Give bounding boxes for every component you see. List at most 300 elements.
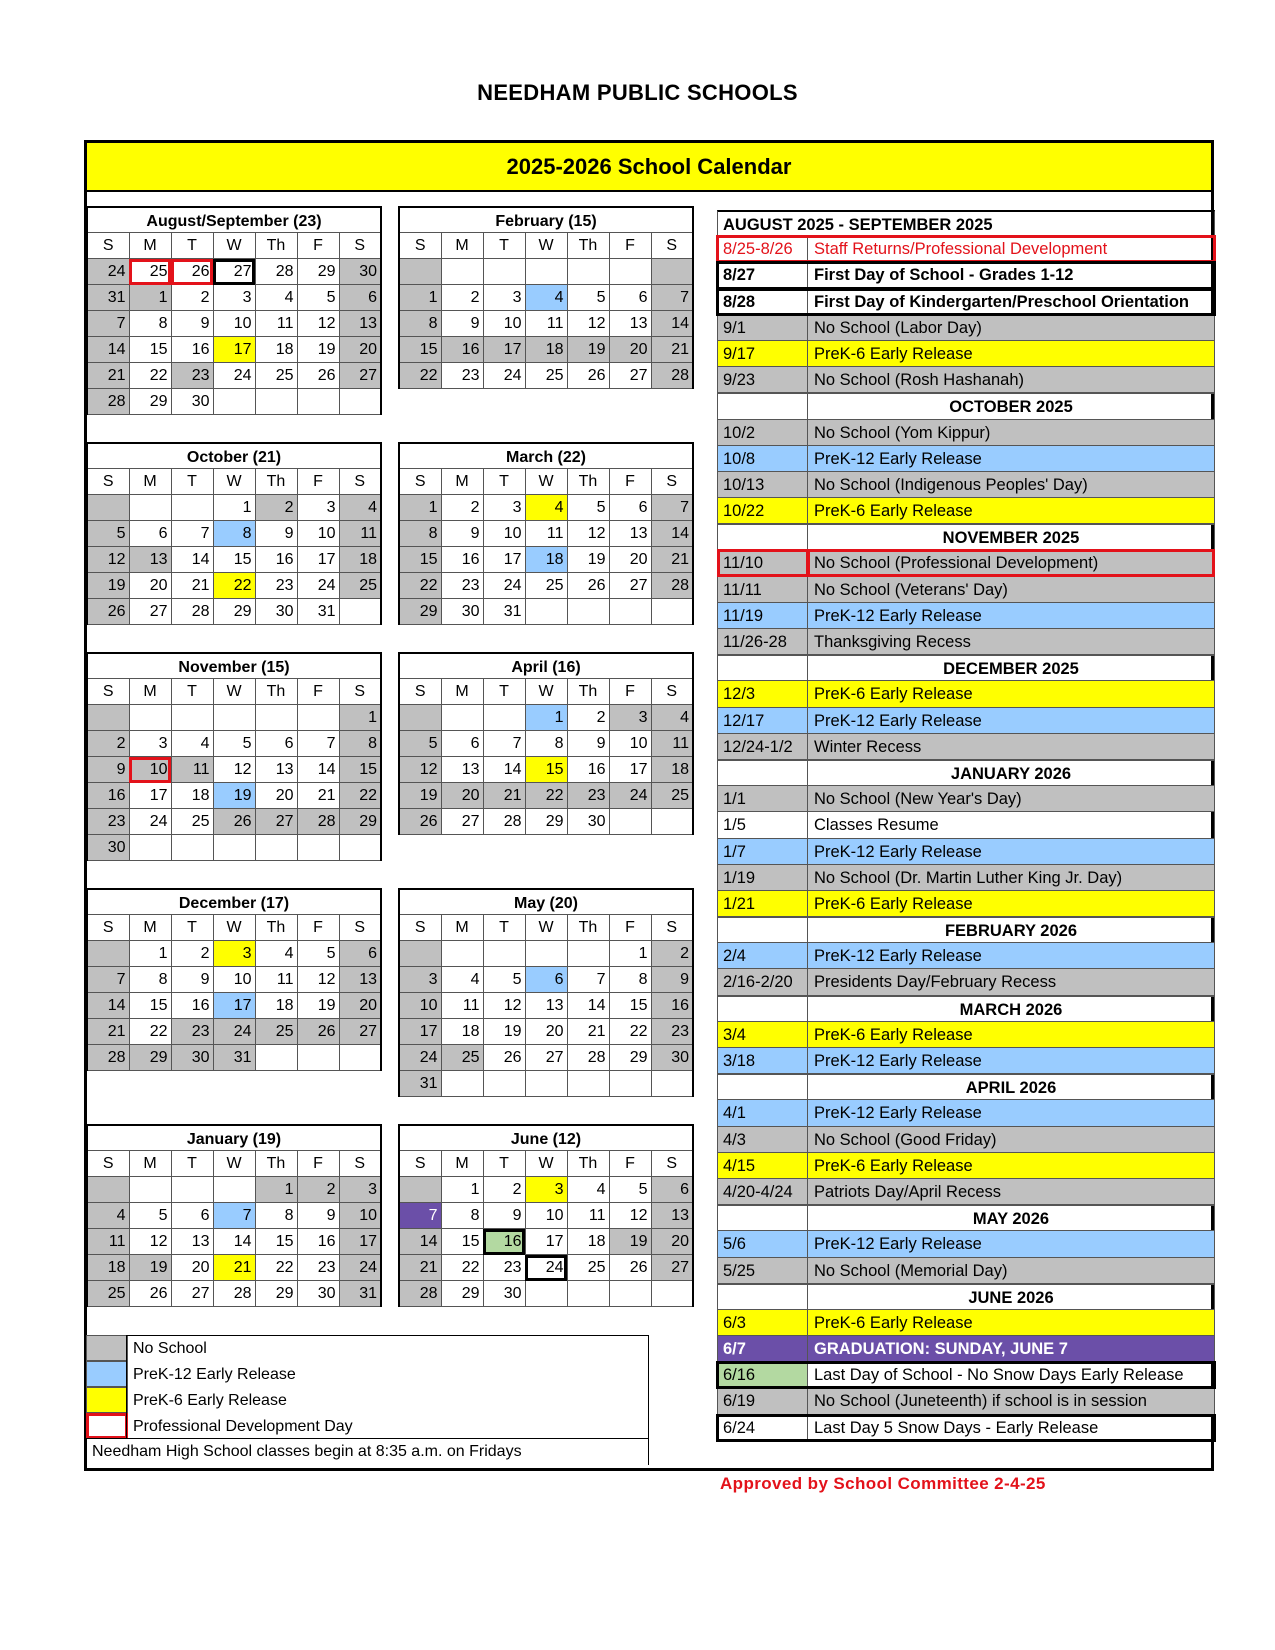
day-cell: 14 [87, 337, 129, 363]
event-text: No School (Labor Day) [814, 318, 982, 337]
event-text: Last Day 5 Snow Days - Early Release [814, 1418, 1099, 1437]
day-cell: 3 [483, 495, 525, 521]
weekday-header: T [483, 1151, 525, 1177]
day-cell: 25 [255, 363, 297, 389]
day-cell: 2 [171, 941, 213, 967]
weekday-header: W [213, 233, 255, 259]
day-cell: 8 [441, 1203, 483, 1229]
day-cell: 12 [567, 311, 609, 337]
month-title: March (22) [398, 442, 694, 468]
event-date [718, 918, 808, 942]
legend-label: No School [133, 1340, 207, 1357]
event-row [717, 550, 1215, 576]
day-cell: 23 [255, 573, 297, 599]
day-cell: 6 [651, 1177, 693, 1203]
event-date: 2/16-2/20 [718, 969, 808, 994]
week-row [87, 1019, 381, 1045]
event-text: Presidents Day/February Recess [814, 973, 1057, 992]
event-date: 6/16 [718, 1362, 808, 1387]
day-cell: 24 [525, 1255, 567, 1281]
event-date: 6/24 [718, 1415, 808, 1440]
day-cell: 11 [255, 311, 297, 337]
weekday-header: F [297, 233, 339, 259]
day-cell: 10 [399, 993, 441, 1019]
day-cell: 22 [609, 1019, 651, 1045]
day-cell: 1 [525, 705, 567, 731]
weekday-header: S [339, 1151, 381, 1177]
event-row [717, 786, 1215, 812]
empty-cell [609, 1071, 651, 1097]
event-row [717, 367, 1215, 393]
event-row [717, 629, 1215, 655]
day-cell: 21 [651, 337, 693, 363]
empty-cell [651, 599, 693, 625]
empty-cell [567, 599, 609, 625]
month-title: February (15) [398, 206, 694, 232]
day-cell: 25 [171, 809, 213, 835]
empty-cell [129, 705, 171, 731]
empty-cell [609, 1281, 651, 1307]
day-cell: 3 [213, 285, 255, 311]
event-date: 8/27 [718, 262, 808, 287]
event-row [717, 341, 1215, 367]
event-text: PreK-6 Early Release [814, 894, 973, 913]
event-row [717, 891, 1215, 917]
weekday-header: T [483, 915, 525, 941]
event-row [717, 420, 1215, 446]
day-cell: 26 [483, 1045, 525, 1071]
weekday-header: W [525, 915, 567, 941]
day-cell: 26 [297, 1019, 339, 1045]
day-cell: 22 [129, 363, 171, 389]
day-cell: 6 [129, 521, 171, 547]
day-cell: 17 [609, 757, 651, 783]
day-cell: 4 [525, 285, 567, 311]
day-cell: 27 [255, 809, 297, 835]
day-cell: 24 [297, 573, 339, 599]
weekday-header: S [651, 1151, 693, 1177]
event-row [717, 236, 1215, 262]
day-cell: 22 [213, 573, 255, 599]
event-section-header [717, 917, 1215, 943]
weekday-header: M [441, 1151, 483, 1177]
approval-note: Approved by School Committee 2-4-25 [720, 1474, 1046, 1493]
weekday-header: F [609, 679, 651, 705]
day-cell: 29 [213, 599, 255, 625]
day-cell: 11 [339, 521, 381, 547]
day-cell: 18 [171, 783, 213, 809]
empty-cell [567, 1281, 609, 1307]
day-cell: 2 [567, 705, 609, 731]
day-cell: 9 [171, 311, 213, 337]
day-cell: 25 [441, 1045, 483, 1071]
empty-cell [651, 809, 693, 835]
event-date: 8/25-8/26 [718, 236, 808, 261]
day-cell: 11 [525, 521, 567, 547]
weekday-header: W [525, 469, 567, 495]
event-date [718, 761, 808, 785]
day-cell: 16 [567, 757, 609, 783]
event-row [717, 1362, 1215, 1388]
month-calendar [86, 1124, 382, 1307]
event-text: PreK-12 Early Release [814, 606, 982, 625]
day-cell: 23 [441, 363, 483, 389]
week-row [87, 311, 381, 337]
day-cell: 9 [255, 521, 297, 547]
day-cell: 13 [255, 757, 297, 783]
event-row [717, 969, 1215, 995]
day-cell: 11 [441, 993, 483, 1019]
weekday-header: F [609, 1151, 651, 1177]
day-cell: 28 [87, 1045, 129, 1071]
day-cell: 16 [483, 1229, 525, 1255]
event-section-header [717, 760, 1215, 786]
event-row [717, 577, 1215, 603]
week-row [399, 311, 693, 337]
day-cell: 22 [399, 573, 441, 599]
day-cell: 20 [339, 337, 381, 363]
week-row [87, 1229, 381, 1255]
day-cell: 4 [171, 731, 213, 757]
day-cell: 13 [441, 757, 483, 783]
month-calendar [398, 1124, 694, 1307]
day-cell: 23 [483, 1255, 525, 1281]
weekday-header: S [651, 469, 693, 495]
day-cell: 10 [339, 1203, 381, 1229]
weekday-header: T [171, 915, 213, 941]
weekday-header: M [441, 915, 483, 941]
day-cell: 3 [483, 285, 525, 311]
day-cell: 30 [255, 599, 297, 625]
weekday-header: S [339, 233, 381, 259]
day-cell: 9 [567, 731, 609, 757]
event-date: 3/18 [718, 1048, 808, 1073]
weekday-header: M [129, 679, 171, 705]
week-row [399, 941, 693, 967]
event-text: JANUARY 2026 [950, 764, 1072, 783]
week-row [399, 285, 693, 311]
week-row [399, 705, 693, 731]
day-cell: 18 [255, 993, 297, 1019]
event-row [717, 1231, 1215, 1257]
day-cell: 24 [483, 363, 525, 389]
weekday-header: S [651, 679, 693, 705]
empty-cell [339, 835, 381, 861]
empty-cell [483, 705, 525, 731]
day-cell: 29 [129, 389, 171, 415]
weekday-header: T [171, 679, 213, 705]
day-cell: 6 [609, 495, 651, 521]
event-text: DECEMBER 2025 [943, 660, 1079, 679]
event-text: PreK-6 Early Release [814, 685, 973, 704]
day-cell: 9 [87, 757, 129, 783]
event-date [718, 656, 808, 680]
day-cell: 23 [87, 809, 129, 835]
day-cell: 30 [87, 835, 129, 861]
day-cell: 25 [129, 259, 171, 285]
empty-cell [87, 705, 129, 731]
event-date: 4/3 [718, 1127, 808, 1152]
day-cell: 30 [567, 809, 609, 835]
weekday-header: T [483, 469, 525, 495]
day-cell: 6 [339, 941, 381, 967]
day-cell: 30 [651, 1045, 693, 1071]
day-cell: 14 [483, 757, 525, 783]
day-cell: 4 [651, 705, 693, 731]
empty-cell [609, 599, 651, 625]
day-cell: 2 [651, 941, 693, 967]
day-cell: 7 [87, 967, 129, 993]
weekday-header: W [525, 679, 567, 705]
empty-cell [171, 495, 213, 521]
day-cell: 20 [441, 783, 483, 809]
event-row [717, 1415, 1215, 1441]
day-cell: 1 [399, 495, 441, 521]
weekday-header: S [399, 1151, 441, 1177]
day-cell: 13 [651, 1203, 693, 1229]
event-row [717, 262, 1215, 288]
weekday-header: Th [567, 679, 609, 705]
week-row [399, 1019, 693, 1045]
day-cell: 18 [87, 1255, 129, 1281]
event-text: No School (Yom Kippur) [814, 423, 991, 442]
month-title: November (15) [86, 652, 382, 678]
empty-cell [129, 495, 171, 521]
day-cell: 15 [399, 547, 441, 573]
event-section-header [717, 210, 1215, 236]
event-row [717, 1258, 1215, 1284]
day-cell: 10 [483, 311, 525, 337]
day-cell: 25 [525, 573, 567, 599]
empty-cell [609, 259, 651, 285]
day-cell: 17 [399, 1019, 441, 1045]
month-calendar [398, 888, 694, 1097]
event-date: 3/4 [718, 1022, 808, 1047]
week-row [399, 1071, 693, 1097]
day-cell: 30 [441, 599, 483, 625]
weekday-header: F [609, 915, 651, 941]
week-row [399, 521, 693, 547]
event-date [718, 1206, 808, 1230]
week-row [87, 1281, 381, 1307]
month-title: January (19) [86, 1124, 382, 1150]
weekday-header: S [339, 469, 381, 495]
week-row [399, 783, 693, 809]
week-row [399, 993, 693, 1019]
week-row [87, 941, 381, 967]
day-cell: 15 [525, 757, 567, 783]
empty-cell [339, 1045, 381, 1071]
day-cell: 15 [609, 993, 651, 1019]
week-row [399, 1045, 693, 1071]
day-cell: 22 [129, 1019, 171, 1045]
event-section-header [717, 393, 1215, 419]
weekday-header: F [297, 469, 339, 495]
empty-cell [441, 259, 483, 285]
event-date: 12/24-1/2 [718, 734, 808, 759]
event-date: 6/3 [718, 1310, 808, 1335]
week-row [399, 967, 693, 993]
event-date: 1/1 [718, 786, 808, 811]
day-cell: 14 [651, 521, 693, 547]
day-cell: 5 [567, 495, 609, 521]
event-date: 1/5 [718, 812, 808, 837]
day-cell: 3 [339, 1177, 381, 1203]
month-calendar [398, 206, 694, 389]
day-cell: 17 [483, 337, 525, 363]
weekday-header: Th [255, 233, 297, 259]
week-row [399, 259, 693, 285]
event-date: 10/13 [718, 472, 808, 497]
weekday-header: F [297, 679, 339, 705]
event-text: NOVEMBER 2025 [942, 529, 1080, 548]
day-cell: 11 [525, 311, 567, 337]
day-cell: 19 [567, 337, 609, 363]
week-row [87, 495, 381, 521]
weekday-header: M [129, 915, 171, 941]
week-row [399, 363, 693, 389]
day-cell: 18 [339, 547, 381, 573]
day-cell: 29 [609, 1045, 651, 1071]
weekday-header: S [87, 915, 129, 941]
event-text: APRIL 2026 [965, 1079, 1057, 1098]
day-cell: 18 [255, 337, 297, 363]
day-cell: 13 [609, 521, 651, 547]
event-date: 9/1 [718, 315, 808, 340]
day-cell: 10 [213, 967, 255, 993]
event-text: No School (Indigenous Peoples' Day) [814, 475, 1088, 494]
day-cell: 26 [567, 573, 609, 599]
event-date: AUGUST 2025 - SEPTEMBER 2025 [723, 216, 993, 234]
week-row [87, 1045, 381, 1071]
event-section-header [717, 996, 1215, 1022]
event-date: 8/28 [718, 289, 808, 314]
day-cell: 5 [483, 967, 525, 993]
empty-cell [129, 1177, 171, 1203]
day-cell: 31 [483, 599, 525, 625]
day-cell: 3 [399, 967, 441, 993]
event-row [717, 734, 1215, 760]
day-cell: 21 [297, 783, 339, 809]
weekday-header: F [609, 469, 651, 495]
day-cell: 25 [651, 783, 693, 809]
event-row [717, 708, 1215, 734]
empty-cell [399, 1177, 441, 1203]
day-cell: 26 [297, 363, 339, 389]
day-cell: 2 [171, 285, 213, 311]
week-row [399, 599, 693, 625]
day-cell: 29 [399, 599, 441, 625]
day-cell: 24 [609, 783, 651, 809]
day-cell: 19 [399, 783, 441, 809]
day-cell: 3 [297, 495, 339, 521]
event-text: PreK-12 Early Release [814, 1235, 982, 1254]
day-cell: 10 [483, 521, 525, 547]
event-text: First Day of School - Grades 1-12 [814, 266, 1074, 285]
day-cell: 20 [171, 1255, 213, 1281]
day-cell: 14 [651, 311, 693, 337]
event-text: MAY 2026 [972, 1210, 1050, 1229]
day-cell: 13 [609, 311, 651, 337]
week-row [87, 389, 381, 415]
weekday-header: W [213, 1151, 255, 1177]
event-date: 5/6 [718, 1231, 808, 1256]
event-text: Winter Recess [814, 737, 922, 756]
empty-cell [87, 941, 129, 967]
empty-cell [255, 705, 297, 731]
legend-swatch [86, 1335, 128, 1361]
event-date: 4/20-4/24 [718, 1179, 808, 1204]
empty-cell [441, 1071, 483, 1097]
day-cell: 30 [483, 1281, 525, 1307]
day-cell: 29 [441, 1281, 483, 1307]
empty-cell [213, 1177, 255, 1203]
day-cell: 21 [213, 1255, 255, 1281]
day-cell: 27 [129, 599, 171, 625]
event-row [717, 943, 1215, 969]
day-cell: 26 [399, 809, 441, 835]
event-text: PreK-6 Early Release [814, 344, 973, 363]
day-cell: 24 [213, 1019, 255, 1045]
events-list [717, 210, 1215, 1441]
event-text: No School (Memorial Day) [814, 1261, 1008, 1280]
day-cell: 3 [213, 941, 255, 967]
event-row [717, 289, 1215, 315]
weekday-header: W [213, 679, 255, 705]
month-title: June (12) [398, 1124, 694, 1150]
week-row [399, 573, 693, 599]
event-text: No School (Juneteenth) if school is in session [814, 1392, 1147, 1411]
day-cell: 8 [129, 311, 171, 337]
empty-cell [525, 1281, 567, 1307]
day-cell: 26 [87, 599, 129, 625]
event-row [717, 1388, 1215, 1414]
event-section-header [717, 1284, 1215, 1310]
empty-cell [171, 1177, 213, 1203]
day-cell: 1 [609, 941, 651, 967]
day-cell: 17 [213, 993, 255, 1019]
event-row [717, 1179, 1215, 1205]
week-row [87, 547, 381, 573]
empty-cell [399, 259, 441, 285]
weekday-header: F [609, 233, 651, 259]
empty-cell [255, 389, 297, 415]
day-cell: 29 [525, 809, 567, 835]
weekday-header: Th [255, 469, 297, 495]
day-cell: 24 [213, 363, 255, 389]
event-text: First Day of Kindergarten/Preschool Orientation [814, 292, 1189, 311]
month-title: August/September (23) [86, 206, 382, 232]
empty-cell [339, 389, 381, 415]
event-date: 5/25 [718, 1258, 808, 1283]
week-row [87, 285, 381, 311]
event-text: PreK-12 Early Release [814, 449, 982, 468]
day-cell: 11 [171, 757, 213, 783]
day-cell: 1 [129, 285, 171, 311]
weekday-header: M [129, 233, 171, 259]
week-row [87, 809, 381, 835]
day-cell: 10 [129, 757, 171, 783]
event-text: Staff Returns/Professional Development [814, 240, 1108, 259]
day-cell: 26 [213, 809, 255, 835]
day-cell: 26 [129, 1281, 171, 1307]
day-cell: 27 [441, 809, 483, 835]
event-section-header [717, 655, 1215, 681]
event-date [718, 1285, 808, 1309]
event-row [717, 1153, 1215, 1179]
event-row [717, 315, 1215, 341]
day-cell: 7 [651, 495, 693, 521]
